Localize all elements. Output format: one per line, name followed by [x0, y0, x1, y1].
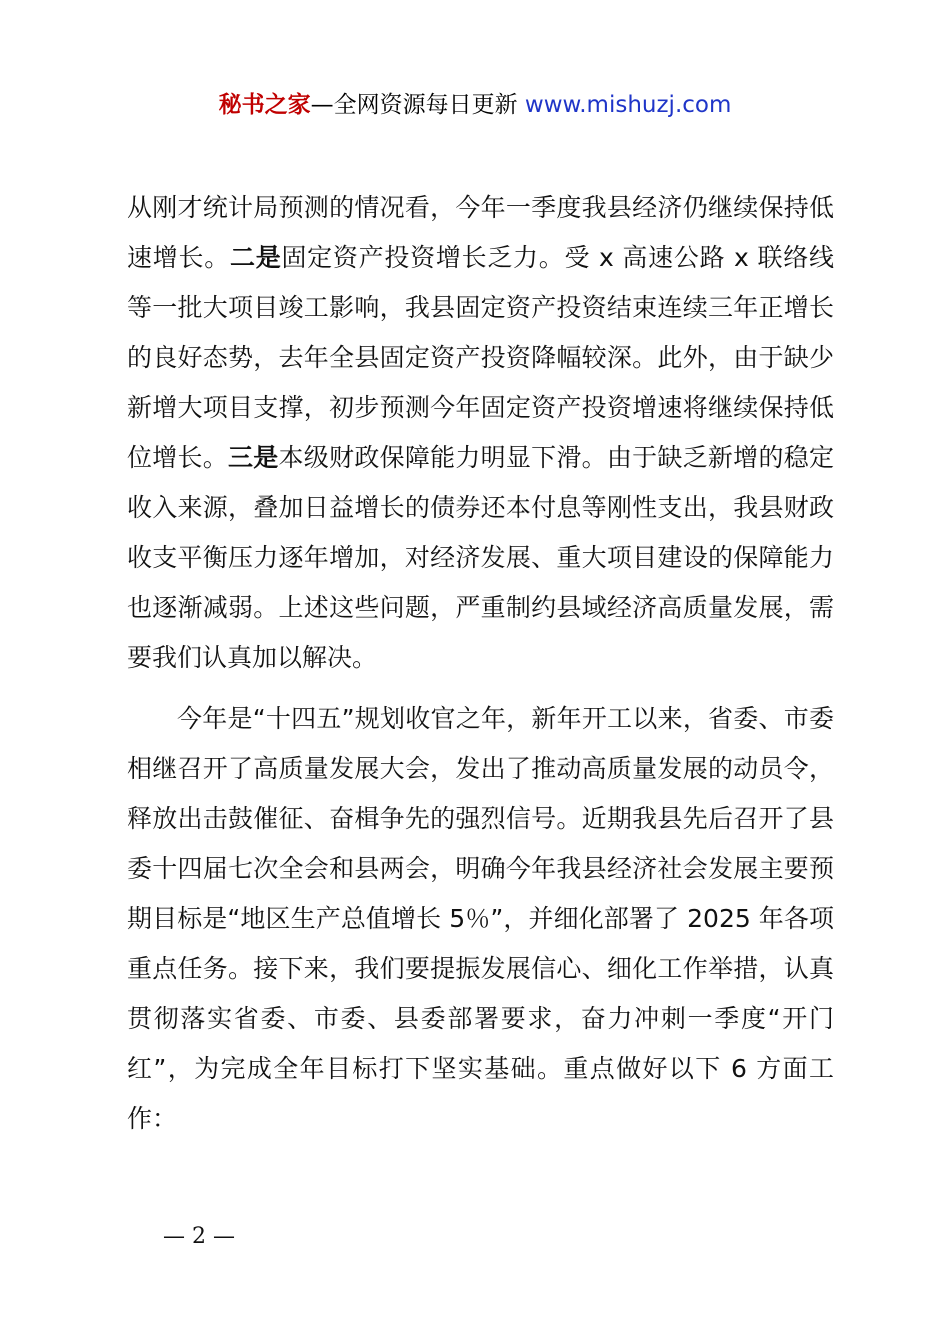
document-body	[127, 183, 834, 1144]
paragraph-1-text-2: 固定资产投资增长乏力。受 x 高速公路 x 联络线等一批大项目竣工影响，我县固定资产投资结束连续三年正增长的良好态势，去年全县固定资产投资降幅较深。此外，由于缺少新增大项目支撑，初步预测今年固定资产投资增速将继续保持低位增长。	[127, 243, 834, 472]
header-url[interactable]: www.mishuzj.com	[524, 92, 732, 118]
paragraph-1	[127, 183, 834, 683]
paragraph-1-text-3: 本级财政保障能力明显下滑。由于缺乏新增的稳定收入来源，叠加日益增长的债券还本付息等刚性支出，我县财政收支平衡压力逐年增加，对经济发展、重大项目建设的保障能力也逐渐减弱。上述这些问题，严重制约县域经济高质量发展，需要我们认真加以解决。	[127, 443, 834, 672]
page-header	[0, 88, 950, 122]
page-number: — 2 —	[163, 1224, 235, 1249]
paragraph-2: 今年是“十四五”规划收官之年，新年开工以来，省委、市委相继召开了高质量发展大会，发出了推动高质量发展的动员令，释放出击鼓催征、奋楫争先的强烈信号。近期我县先后召开了县委十四届七次全会和县两会，明确今年我县经济社会发展主要预期目标是“地区生产总值增长 5％”，并细化部署了 2025 年各项重点任务。接下来，我们要提振发展信心、细化工作举措，认真贯彻落实省委、市委、县委部署要求，奋力冲刺一季度“开门红”，为完成全年目标打下坚实基础。重点做好以下 6 方面工作：	[127, 704, 834, 1133]
brand-name: 秘书之家	[218, 92, 311, 118]
header-slogan: —全网资源每日更新	[310, 92, 525, 118]
paragraph-1-text-1: 从刚才统计局预测的情况看，今年一季度我县经济仍继续保持低速增长。	[127, 193, 834, 272]
point-two-marker: 二是	[229, 243, 282, 272]
point-three-marker: 三是	[228, 443, 279, 472]
